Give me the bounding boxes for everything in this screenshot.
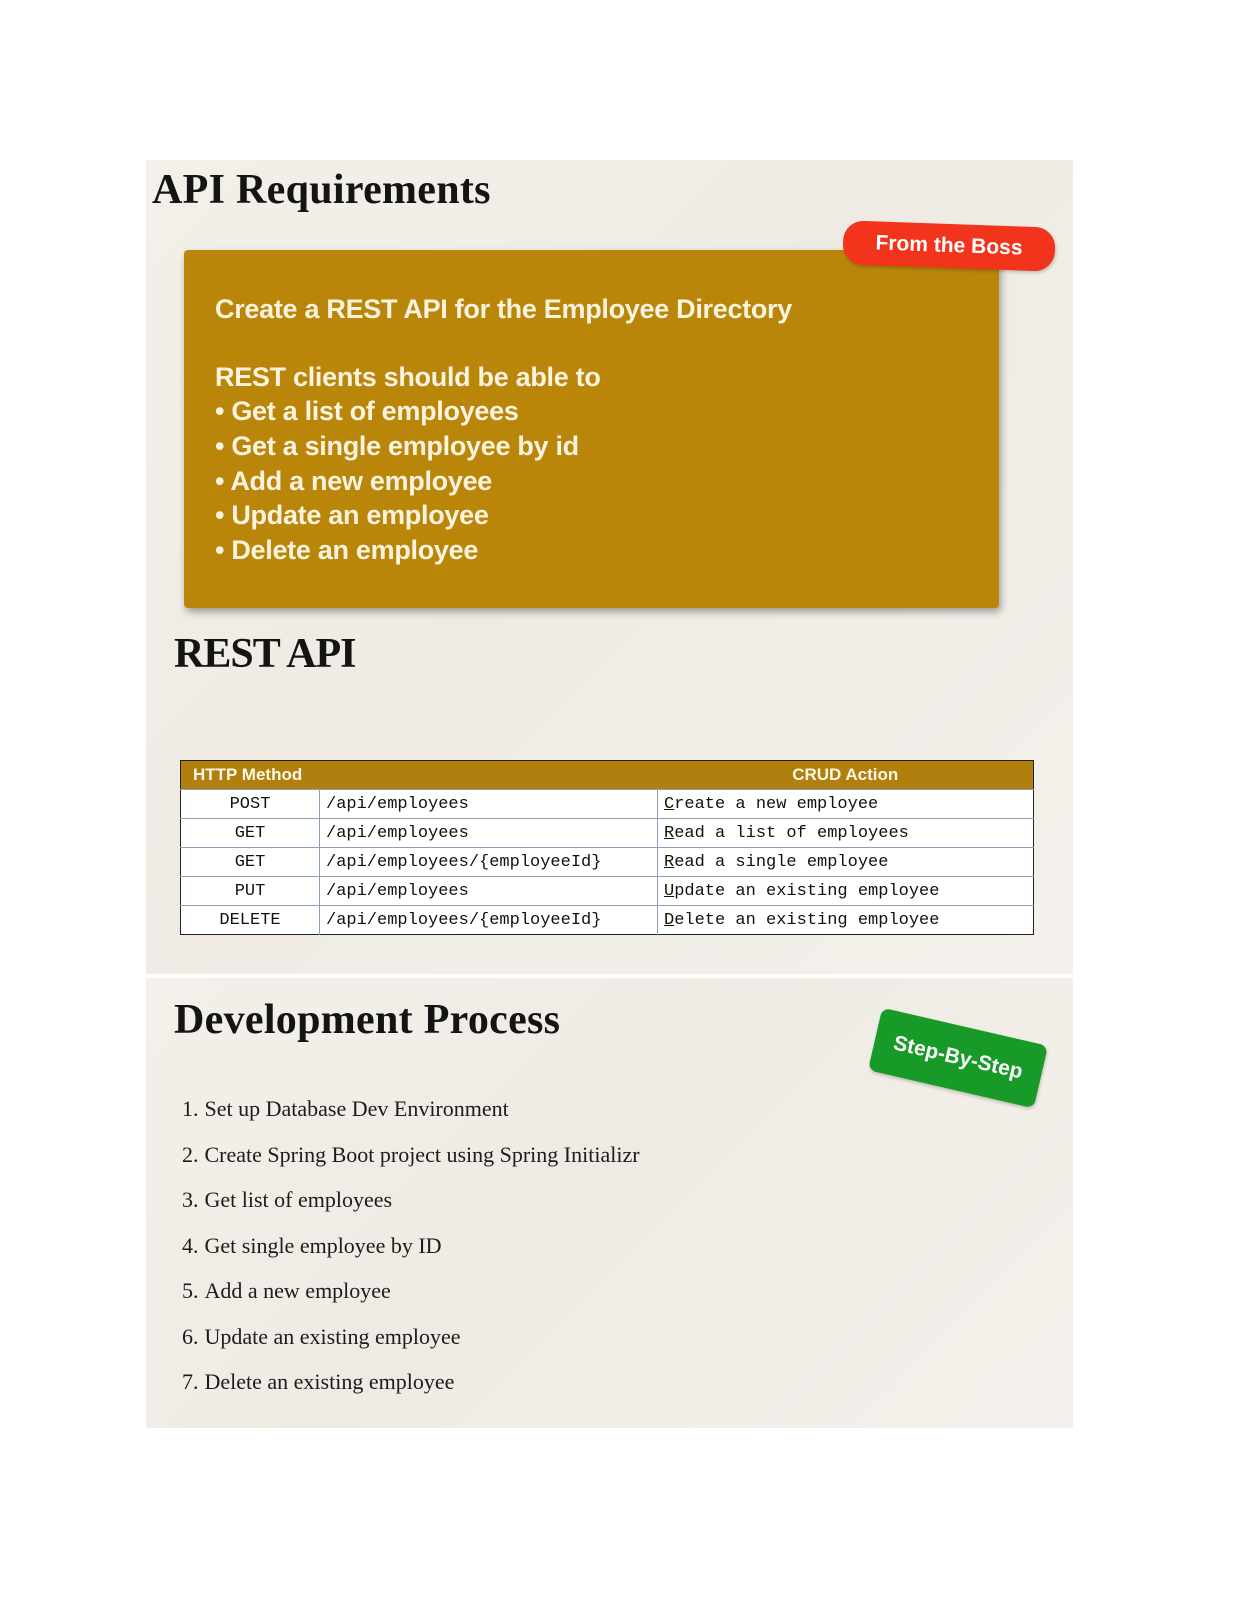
endpoint-path: /api/employees/{employeeId} xyxy=(320,906,658,935)
step-number: 6. xyxy=(182,1323,199,1349)
list-item xyxy=(182,1096,640,1142)
slide-development-process xyxy=(146,978,1073,1428)
step-number: 1. xyxy=(182,1096,199,1121)
step-text: Get single employee by ID xyxy=(204,1232,442,1258)
step-number: 3. xyxy=(182,1187,199,1212)
requirements-title: API Requirements xyxy=(152,167,491,213)
requirements-headline: Create a REST API for the Employee Directory xyxy=(215,294,792,324)
crud-action-text: pdate an existing employee xyxy=(674,881,940,901)
rest-api-title: REST API xyxy=(174,631,356,677)
crud-action-text: ead a single employee xyxy=(674,852,889,872)
crud-letter: C xyxy=(664,794,675,814)
rest-api-table xyxy=(180,760,1034,935)
header-endpoint xyxy=(320,761,658,790)
endpoint-path: /api/employees xyxy=(320,877,658,906)
list-item xyxy=(182,1324,640,1370)
step-text: Get list of employees xyxy=(204,1187,393,1212)
step-text: Create Spring Boot project using Spring Initializr xyxy=(204,1141,640,1167)
table-row xyxy=(181,790,1034,819)
requirements-intro: REST clients should be able to xyxy=(215,362,601,392)
crud-action-text: elete an existing employee xyxy=(674,910,940,930)
step-number: 4. xyxy=(182,1232,199,1258)
requirement-bullet: • Get a single employee by id xyxy=(215,431,579,461)
requirement-bullet: • Update an employee xyxy=(215,500,489,530)
step-by-step-badge: Step-By-Step xyxy=(868,1008,1048,1109)
endpoint-path: /api/employees xyxy=(320,790,658,819)
from-the-boss-badge: From the Boss xyxy=(842,220,1055,271)
table-row xyxy=(181,906,1034,935)
http-method: DELETE xyxy=(181,906,320,935)
step-text: Update an existing employee xyxy=(204,1323,461,1349)
http-method: PUT xyxy=(181,877,320,906)
crud-letter: D xyxy=(664,910,675,930)
crud-action xyxy=(658,848,1034,877)
step-text: Delete an existing employee xyxy=(204,1369,455,1394)
development-steps-list xyxy=(182,1096,640,1415)
step-number: 2. xyxy=(182,1141,199,1167)
http-method: GET xyxy=(181,848,320,877)
header-crud-action: CRUD Action xyxy=(658,761,1034,790)
header-http-method: HTTP Method xyxy=(181,761,320,790)
crud-action xyxy=(658,877,1034,906)
crud-action xyxy=(658,790,1034,819)
requirements-box xyxy=(184,250,999,608)
requirement-bullet: • Get a list of employees xyxy=(215,396,519,426)
table-row xyxy=(181,877,1034,906)
development-title: Development Process xyxy=(174,997,561,1043)
crud-action-text: reate a new employee xyxy=(674,794,879,814)
list-item xyxy=(182,1187,640,1233)
slide-api-requirements xyxy=(146,160,1073,974)
requirement-bullet: • Add a new employee xyxy=(215,466,493,496)
endpoint-path: /api/employees xyxy=(320,819,658,848)
crud-letter: R xyxy=(664,823,675,843)
table-header-row xyxy=(181,761,1034,790)
crud-action-text: ead a list of employees xyxy=(674,823,909,843)
requirement-bullet: • Delete an employee xyxy=(215,535,479,565)
list-item xyxy=(182,1278,640,1324)
table-row xyxy=(181,819,1034,848)
table-row xyxy=(181,848,1034,877)
crud-letter: U xyxy=(664,881,675,901)
list-item xyxy=(182,1233,640,1279)
list-item xyxy=(182,1369,640,1415)
http-method: POST xyxy=(181,790,320,819)
crud-action xyxy=(658,819,1034,848)
step-text: Add a new employee xyxy=(204,1278,391,1303)
step-text: Set up Database Dev Environment xyxy=(204,1096,509,1121)
step-number: 5. xyxy=(182,1278,199,1303)
step-number: 7. xyxy=(182,1369,199,1394)
endpoint-path: /api/employees/{employeeId} xyxy=(320,848,658,877)
http-method: GET xyxy=(181,819,320,848)
crud-action xyxy=(658,906,1034,935)
crud-letter: R xyxy=(664,852,675,872)
list-item xyxy=(182,1142,640,1188)
